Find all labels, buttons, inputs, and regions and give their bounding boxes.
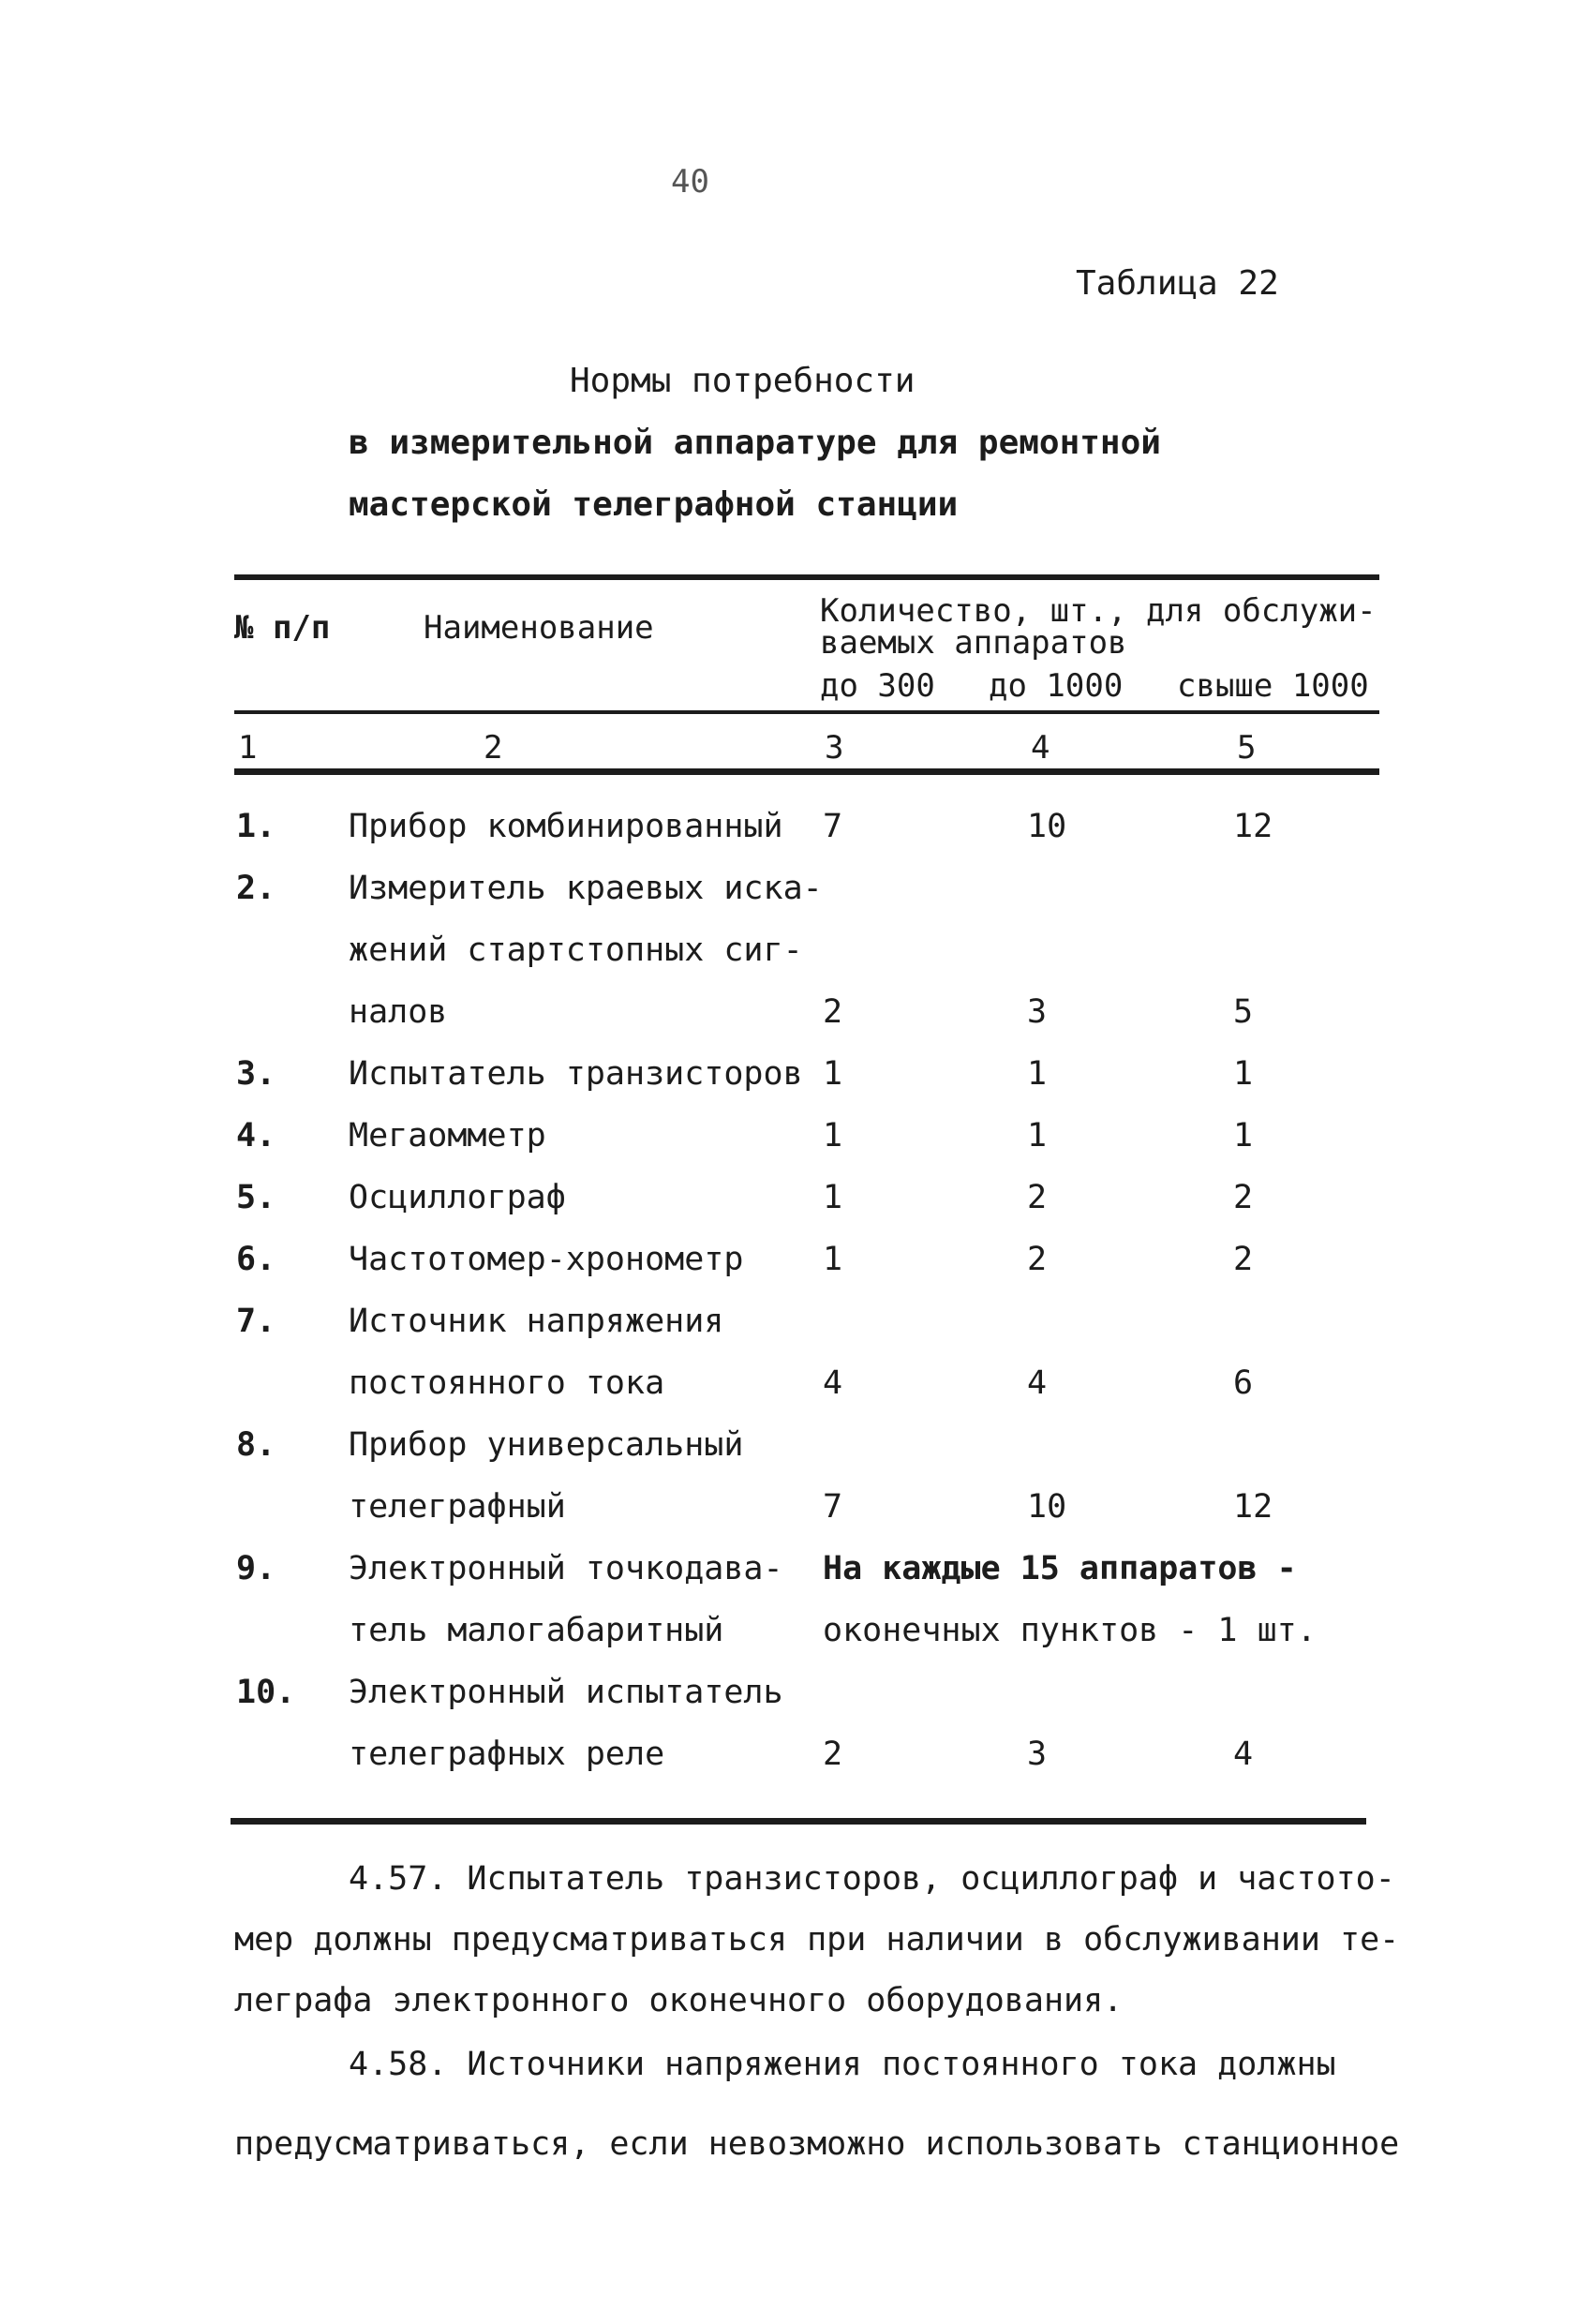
row-value-upto-300: 1 [823, 1055, 843, 1093]
row-value-upto-1000: 2 [1027, 1179, 1048, 1216]
row-value-upto-300: 4 [823, 1364, 843, 1402]
row-number: 6. [236, 1241, 276, 1278]
row-value-upto-1000: 2 [1027, 1241, 1048, 1278]
row-name-continued: налов [349, 993, 448, 1031]
row-number: 9. [236, 1550, 276, 1587]
row-name: Испытатель транзисторов [349, 1055, 803, 1093]
column-number-rule [234, 768, 1379, 775]
row-name: Частотомер-хронометр [349, 1241, 744, 1278]
header-rule [234, 710, 1379, 714]
row-value-upto-300: 2 [823, 993, 843, 1031]
paragraph-line: 4.57. Испытатель транзисторов, осциллограф и частото- [349, 1860, 1395, 1898]
row-value-over-1000: 12 [1233, 808, 1273, 845]
table-caption-line-3: мастерской телеграфной станции [349, 485, 959, 524]
row-value-over-1000: 2 [1233, 1179, 1254, 1216]
row-value-over-1000: 4 [1233, 1736, 1254, 1773]
row-number: 3. [236, 1055, 276, 1093]
row-value-upto-300: 7 [823, 808, 843, 845]
table-caption-line-1: Нормы потребности [570, 362, 916, 400]
row-number: 2. [236, 870, 276, 907]
table-bottom-rule [231, 1818, 1366, 1825]
paragraph-line: предусматриваться, если невозможно использовать станционное [234, 2125, 1400, 2163]
row-value-upto-300: 1 [823, 1117, 843, 1155]
row-number: 1. [236, 808, 276, 845]
row-value-over-1000: 12 [1233, 1488, 1273, 1526]
row-name-continued: телеграфных реле [349, 1736, 665, 1773]
row-value-over-1000: 6 [1233, 1364, 1254, 1402]
row-value-upto-1000: 1 [1027, 1055, 1048, 1093]
column-number-3: 3 [825, 729, 844, 767]
header-quantity-line-1: Количество, шт., для обслужи- [820, 592, 1377, 630]
row-name: Электронный испытатель [349, 1674, 783, 1711]
row-value-upto-1000: 10 [1027, 1488, 1067, 1526]
table-top-rule [234, 574, 1379, 580]
header-sub-upto-300: до 300 [820, 667, 935, 705]
row-value-over-1000: 1 [1233, 1117, 1254, 1155]
row-name-continued: жений стартстопных сиг- [349, 931, 803, 969]
row-number: 10. [236, 1674, 296, 1711]
row-value-upto-1000: 10 [1027, 808, 1067, 845]
row-name: Измеритель краевых иска- [349, 870, 823, 907]
row-name: Прибор комбинированный [349, 808, 783, 845]
row-value-upto-1000: 1 [1027, 1117, 1048, 1155]
row-value-upto-300: 7 [823, 1488, 843, 1526]
row-number: 8. [236, 1426, 276, 1464]
row-number: 4. [236, 1117, 276, 1155]
header-name-col: Наименование [424, 609, 654, 647]
header-sub-upto-1000: до 1000 [989, 667, 1124, 705]
row-name-continued: тель малогабаритный [349, 1612, 724, 1649]
header-quantity-line-2: ваемых аппаратов [820, 624, 1127, 662]
row-note-continued: оконечных пунктов - 1 шт. [823, 1612, 1317, 1649]
row-value-over-1000: 1 [1233, 1055, 1254, 1093]
row-name: Мегаомметр [349, 1117, 546, 1155]
row-value-upto-1000: 4 [1027, 1364, 1048, 1402]
row-value-upto-300: 2 [823, 1736, 843, 1773]
row-value-upto-300: 1 [823, 1241, 843, 1278]
header-number-col: № п/п [234, 609, 331, 647]
row-name: Источник напряжения [349, 1303, 724, 1340]
row-number: 7. [236, 1303, 276, 1340]
table-label: Таблица 22 [1076, 264, 1279, 303]
row-value-over-1000: 5 [1233, 993, 1254, 1031]
row-value-upto-1000: 3 [1027, 993, 1048, 1031]
row-name: Осциллограф [349, 1179, 566, 1216]
paragraph-line: 4.58. Источники напряжения постоянного тока должны [349, 2046, 1336, 2083]
row-value-upto-1000: 3 [1027, 1736, 1048, 1773]
table-caption-line-2: в измерительной аппаратуре для ремонтной [349, 424, 1161, 462]
row-name-continued: постоянного тока [349, 1364, 665, 1402]
column-number-4: 4 [1031, 729, 1050, 767]
row-number: 5. [236, 1179, 276, 1216]
column-number-5: 5 [1237, 729, 1257, 767]
page-number: 40 [671, 163, 709, 201]
column-number-1: 1 [238, 729, 258, 767]
row-value-over-1000: 2 [1233, 1241, 1254, 1278]
paragraph-line: мер должны предусматриваться при наличии в обслуживании те- [234, 1921, 1400, 1959]
header-sub-over-1000: свыше 1000 [1177, 667, 1369, 705]
column-number-2: 2 [484, 729, 503, 767]
row-note: На каждые 15 аппаратов - [823, 1550, 1297, 1587]
row-name: Электронный точкодава- [349, 1550, 783, 1587]
row-value-upto-300: 1 [823, 1179, 843, 1216]
row-name-continued: телеграфный [349, 1488, 566, 1526]
paragraph-line: леграфа электронного оконечного оборудования. [234, 1982, 1124, 2019]
row-name: Прибор универсальный [349, 1426, 744, 1464]
